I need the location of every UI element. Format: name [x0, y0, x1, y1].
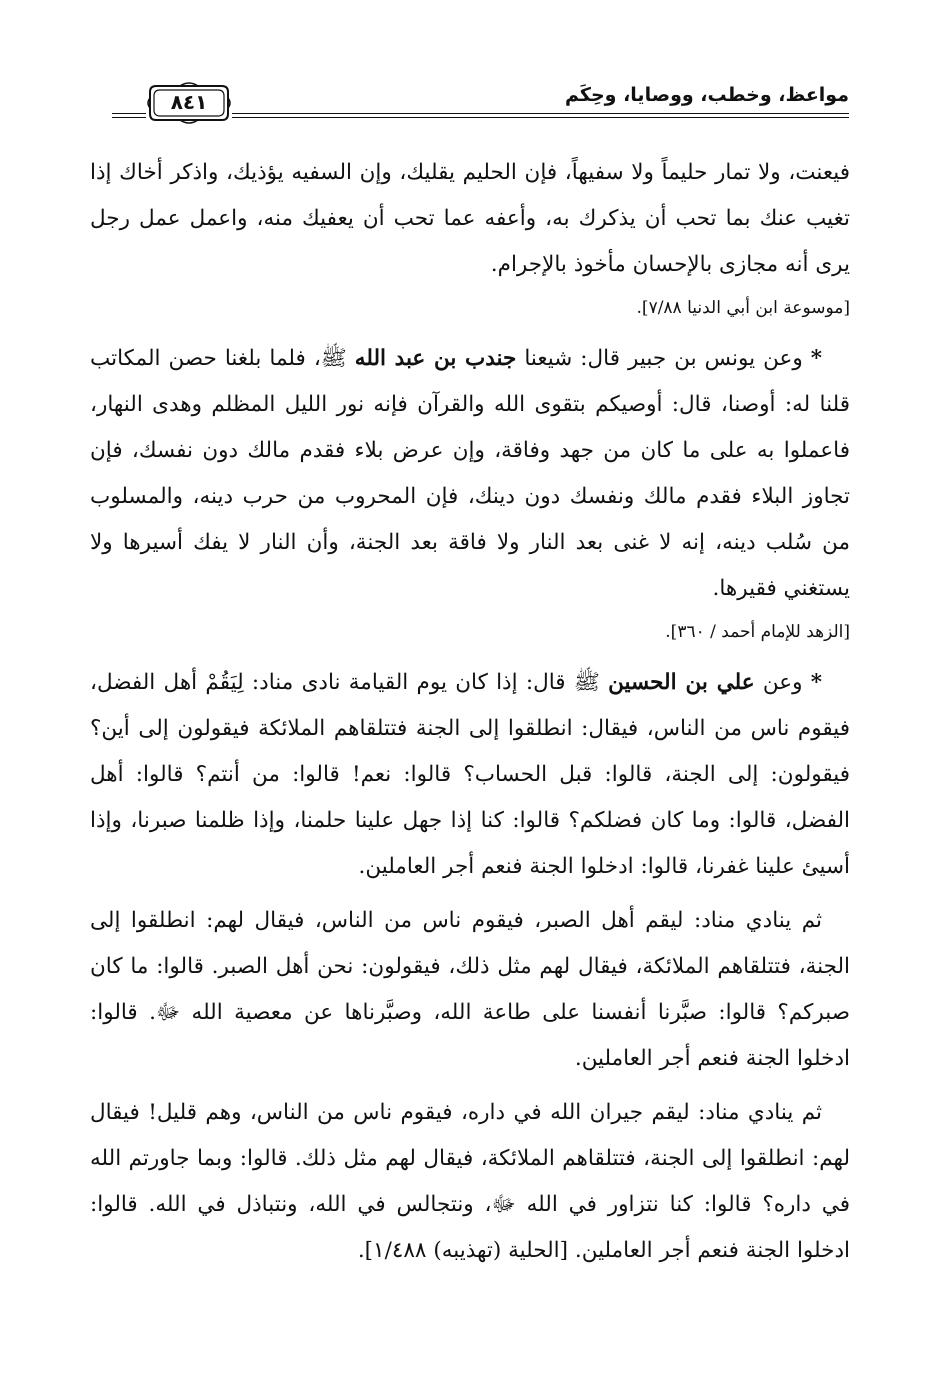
page-number: ٨٤١: [170, 90, 208, 114]
paragraph-jundub-intro: وعن يونس بن جبير قال: شيعنا: [516, 346, 811, 371]
narrator-name-ali: علي بن الحسين: [608, 670, 755, 695]
citation-ibn-abi-dunya: [موسوعة ابن أبي الدنيا ٧/٨٨].: [636, 298, 850, 318]
paragraph-ali-bin-husain: [90, 660, 850, 890]
chapter-title: مواعظ، وخطب، ووصايا، وحِكَم: [565, 84, 849, 106]
paragraph-neighbors-of-allah: ثم ينادي مناد: ليقم جيران الله في داره، فيقوم ناس من الناس، وهم قليل! فيقال لهم: انطلقوا إلى الجنة، فتتلقاهم الملائكة، فيقال لهم مثل ذلك. قالوا: وبما جاورتم الله في داره؟ قالوا: كنا نتزاور في الله ﷻ، ونتجالس في الله، ونتباذل في الله. قالوا: ادخلوا الجنة فنعم أجر العاملين. [الحلية (تهذيبه) ١/٤٨٨].: [90, 1100, 850, 1263]
paragraph-ali-intro: وعن: [754, 670, 811, 695]
star-marker: *: [810, 346, 823, 371]
page-number-ornament: [146, 80, 232, 126]
paragraph-ali-body: ﷺ قال: إذا كان يوم القيامة نادى مناد: لِيَقُمْ أهل الفضل، فيقوم ناس من الناس، فيقال: انطلقوا إلى الجنة فتتلقاهم الملائكة فيقولون إلى أين؟ فيقولون: إلى الجنة، قالوا: قبل الحساب؟ قالوا: نعم! قالوا: من أنتم؟ قالوا: أهل الفضل، قالوا: وما كان فضلكم؟ قالوا: كنا إذا جهل علينا حلمنا، وإذا ظلمنا صبرنا، وإذا أسيئ علينا غفرنا، قالوا: ادخلوا الجنة فنعم أجر العاملين.: [90, 670, 850, 879]
paragraph-jundub: [90, 336, 850, 612]
header-double-rule: [232, 113, 849, 118]
header-double-rule-left: [112, 113, 146, 118]
star-marker: *: [810, 670, 823, 695]
page-body: [90, 150, 850, 1274]
citation-zuhd-ahmad: [الزهد للإمام أحمد / ٣٦٠].: [665, 622, 850, 642]
running-header: [112, 80, 849, 130]
paragraph-advice-end: فيعنت، ولا تمار حليماً ولا سفيهاً، فإن الحليم يقليك، وإن السفيه يؤذيك، واذكر أخاك إذا تغيب عنك بما تحب أن يذكرك به، وأعفه عما تحب أن يعفيك منه، واعمل عمل رجل يرى أنه مجازى بالإحسان مأخوذ بالإجرام.: [90, 160, 850, 277]
narrator-name-jundub: جندب بن عبد الله: [354, 346, 517, 371]
paragraph-jundub-body: ﷺ، فلما بلغنا حصن المكاتب قلنا له: أوصنا، قال: أوصيكم بتقوى الله والقرآن فإنه نور الليل المظلم وهدى النهار، فاعملوا به على ما كان من جهد وفاقة، وإن عرض بلاء فقدم مالك دون نفسك، فإن تجاوز البلاء فقدم مالك ونفسك دون دينك، فإن المحروب من حرب دينه، والمسلوب من سُلب دينه، إنه لا غنى بعد النار ولا فاقة بعد الجنة، وأن النار لا يفك أسيرها ولا يستغني فقيرها.: [90, 346, 850, 601]
paragraph-people-of-patience: ثم ينادي مناد: ليقم أهل الصبر، فيقوم ناس من الناس، فيقال لهم: انطلقوا إلى الجنة، فتتلقاهم الملائكة، فيقال لهم مثل ذلك، فيقولون: نحن أهل الصبر. قالوا: ما كان صبركم؟ قالوا: صبَّرنا أنفسنا على طاعة الله، وصبَّرناها عن معصية الله ﷻ. قالوا: ادخلوا الجنة فنعم أجر العاملين.: [90, 908, 850, 1071]
